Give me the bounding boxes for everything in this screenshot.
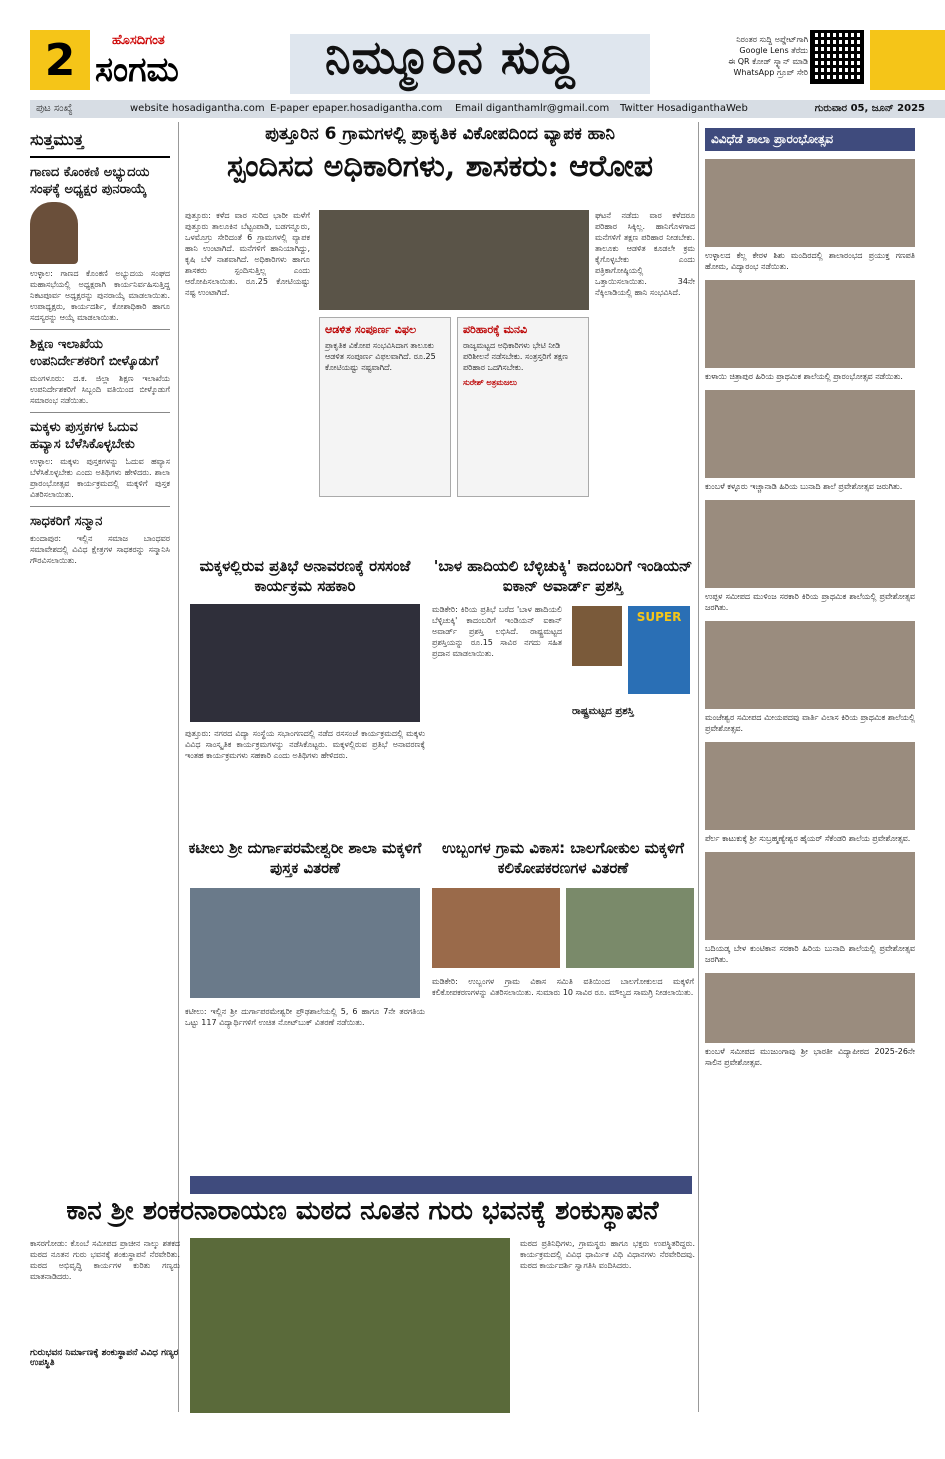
press-meet-photo xyxy=(319,210,589,310)
photo-caption: ಬದಿಯಡ್ಕ ಬೇಳ ಕುಂಟಿಕಾನ ಸರಕಾರಿ ಹಿರಿಯ ಬುನಾದಿ ಶಾಲೆಯಲ್ಲಿ ಪ್ರವೇಶೋತ್ಸವ ಜರಗಿತು. xyxy=(705,944,915,964)
portrait-photo xyxy=(30,202,78,264)
quote-author: ಸುರೇಶ್ ಅತ್ರಮಜಲು xyxy=(463,378,517,387)
photo-caption: ಕುಳಾಯಿ ಚಿತ್ರಾಪುರ ಹಿರಿಯ ಪ್ರಾಥಮಿಕ ಶಾಲೆಯಲ್ಲಿ ಪ್ರಾರಂಭೋತ್ಸವ ನಡೆಯಿತು. xyxy=(705,372,903,381)
divider xyxy=(30,412,170,413)
column-rule xyxy=(698,122,699,1412)
qr-instructions xyxy=(700,34,808,78)
story-body: ಕಾಸರಗೋಡು: ಕೊಂಬೆ ಸಮೀಪದ ಪ್ರಾಚೀನ ನಾಲ್ಕು ಶತಕದ ಮಠದ ನೂತನ ಗುರು ಭವನಕ್ಕೆ ಶಂಕುಸ್ಥಾಪನೆ ನೆರವೇರಿತು. ಮಠದ ಅಭಿವೃದ್ಧಿ ಕಾರ್ಯಗಳ ಕುರಿತು ಗಣ್ಯರು ಮಾತನಾಡಿದರು. xyxy=(30,1239,180,1281)
ubbangala-story xyxy=(432,838,694,1168)
school-photo xyxy=(705,500,915,588)
article-body: ಉಳ್ಳಾಲ: ಗಾಣದ ಕೊಂಕಣಿ ಅಭ್ಯುದಯ ಸಂಘದ ಮಹಾಸಭೆಯಲ್ಲಿ ಅಧ್ಯಕ್ಷರಾಗಿ ಕಾರ್ಯನಿರ್ವಹಿಸುತ್ತಿದ್ದ ನಿಕಟಪೂರ್ವ ಅಧ್ಯಕ್ಷರನ್ನು ಪುನರಾಯ್ಕೆ ಮಾಡಲಾಯಿತು. ಉಪಾಧ್ಯಕ್ಷರು, ಕಾರ್ಯದರ್ಶಿ, ಕೋಶಾಧಿಕಾರಿ ಹಾಗೂ ಸದಸ್ಯರನ್ನು ಆಯ್ಕೆ ಮಾಡಲಾಯಿತು. xyxy=(30,269,170,322)
quote-body: ಪ್ರಾಕೃತಿಕ ವಿಕೋಪ ಸಂಭವಿಸಿದಾಗ ತಾಲೂಕು ಆಡಳಿತ ಸಂಪೂರ್ಣ ವಿಫಲವಾಗಿದೆ. ರೂ.25 ಕೋಟಿಯಷ್ಟು ನಷ್ಟವಾಗಿದೆ. xyxy=(325,341,436,372)
masthead xyxy=(0,0,945,100)
quote-title: ಪರಿಹಾರಕ್ಕೆ ಮನವಿ xyxy=(463,323,528,336)
article-headline: ಗಾಣದ ಕೊಂಕಣಿ ಅಭ್ಯುದಯ ಸಂಘಕ್ಕೆ ಅಧ್ಯಕ್ಷರ ಪುನರಾಯ್ಕೆ xyxy=(30,165,150,197)
twitter-link[interactable]: Twitter HosadiganthaWeb xyxy=(620,103,748,114)
event-photo xyxy=(566,888,694,968)
school-photo xyxy=(705,742,915,830)
photo-caption: ಉಳ್ಳಾಲದ ಕೆಲ್ಲ ಕೇರಳ ಶಿಶು ಮಂದಿರದಲ್ಲಿ ಶಾಲಾರಂಭದ ಪ್ರಯುಕ್ತ ಗಣಪತಿ ಹೋಮ, ವಿದ್ಯಾರಂಭ ನಡೆಯಿತು. xyxy=(705,251,915,271)
author-photo xyxy=(572,606,622,666)
story-kicker: ಪುತ್ತೂರಿನ 6 ಗ್ರಾಮಗಳಲ್ಲಿ ಪ್ರಾಕೃತಿಕ ವಿಕೋಪದಿಂದ ವ್ಯಾಪಕ ಹಾನಿ xyxy=(265,124,615,144)
page-title: ನಿಮ್ಮೂರಿನ ಸುದ್ದಿ xyxy=(325,30,576,84)
section-banner: ವಿವಿಧೆಡೆ ಶಾಲಾ ಪ್ರಾರಂಭೋತ್ಸವ xyxy=(705,128,915,151)
shanku-story xyxy=(30,1238,695,1428)
story-body: ಘಟನೆ ನಡೆದು ವಾರ ಕಳೆದರೂ ಪರಿಹಾರ ಸಿಕ್ಕಿಲ್ಲ. ಹಾನಿಗೊಳಗಾದ ಮನೆಗಳಿಗೆ ತಕ್ಷಣ ಪರಿಹಾರ ನೀಡಬೇಕು. ತಾಲೂಕು ಆಡಳಿತ ಕೂಡಲೇ ಕ್ರಮ ಕೈಗೊಳ್ಳಬೇಕು ಎಂದು ಪತ್ರಿಕಾಗೋಷ್ಠಿಯಲ್ಲಿ ಒತ್ತಾಯಿಸಲಾಯಿತು. 34ನೇ ನೆಕ್ಕಿಲಾಡಿಯಲ್ಲಿ ಹಾನಿ ಸಂಭವಿಸಿದೆ. xyxy=(595,211,695,297)
section-banner xyxy=(190,1176,692,1194)
event-photo xyxy=(190,604,420,722)
kateel-story xyxy=(185,838,425,1168)
school-photo xyxy=(705,159,915,247)
brand-name: ಸಂಗಮ xyxy=(95,50,179,90)
photo-caption: ಕುಂಬಳೆ ಕಳ್ಳೂರು ಇಚ್ಚಾನಾಡಿ ಹಿರಿಯ ಬುನಾದಿ ಶಾಲೆ ಪ್ರವೇಶೋತ್ಸವ ಜರುಗಿತು. xyxy=(705,482,903,491)
story-body: ಮಡಿಕೇರಿ: ಉಬ್ಬಂಗಳ ಗ್ರಾಮ ವಿಕಾಸ ಸಮಿತಿ ವತಿಯಿಂದ ಬಾಲಗೋಕುಲದ ಮಕ್ಕಳಿಗೆ ಕಲಿಕೋಪಕರಣಗಳನ್ನು ವಿತರಿಸಲಾಯಿತು. ಸುಮಾರು 10 ಸಾವಿರ ರೂ. ಮೌಲ್ಯದ ಸಾಮಗ್ರಿ ನೀಡಲಾಯಿತು. xyxy=(432,977,694,997)
story-headline: ಸ್ಪಂದಿಸದ ಅಧಿಕಾರಿಗಳು, ಶಾಸಕರು: ಆರೋಪ xyxy=(227,149,653,184)
event-photo xyxy=(432,888,560,968)
award-story xyxy=(432,556,694,826)
story-body: ಮಠದ ಪ್ರತಿನಿಧಿಗಳು, ಗ್ರಾಮಸ್ಥರು ಹಾಗೂ ಭಕ್ತರು ಉಪಸ್ಥಿತರಿದ್ದರು. ಕಾರ್ಯಕ್ರಮದಲ್ಲಿ ವಿವಿಧ ಧಾರ್ಮಿಕ ವಿಧಿ ವಿಧಾನಗಳು ನೆರವೇರಿದವು. ಮಠದ ಕಾರ್ಯದರ್ಶಿ ಸ್ವಾಗತಿಸಿ ವಂದಿಸಿದರು. xyxy=(520,1239,695,1270)
issue-date: ಗುರುವಾರ 05, ಜೂನ್ 2025 xyxy=(814,103,925,114)
story-body: ಪುತ್ತೂರು: ಕಳೆದ ವಾರ ಸುರಿದ ಭಾರೀ ಮಳೆಗೆ ಪುತ್ತೂರು ತಾಲೂಕಿನ ಬೆಟ್ಟಂಪಾಡಿ, ಬಡಗನ್ನೂರು, ಒಳಮೊಗ್ರು ಸೇರಿದಂತೆ 6 ಗ್ರಾಮಗಳಲ್ಲಿ ವ್ಯಾಪಕ ಹಾನಿ ಉಂಟಾಗಿದೆ. ಮನೆಗಳಿಗೆ ಹಾನಿಯಾಗಿದ್ದು, ಕೃಷಿ ಬೆಳೆ ನಾಶವಾಗಿದೆ. ಅಧಿಕಾರಿಗಳು ಹಾಗೂ ಶಾಸಕರು ಸ್ಪಂದಿಸುತ್ತಿಲ್ಲ ಎಂದು ಆರೋಪಿಸಲಾಯಿತು. ರೂ.25 ಕೋಟಿಯಷ್ಟು ನಷ್ಟ ಉಂಟಾಗಿದೆ. xyxy=(185,211,310,297)
ceremony-photo xyxy=(190,1238,510,1413)
divider xyxy=(30,506,170,507)
edition-label: ಪುಟ ಸಂಖ್ಯೆ xyxy=(36,103,73,114)
right-column xyxy=(705,128,915,1428)
epaper-link[interactable]: E-paper epaper.hosadigantha.com xyxy=(270,103,443,114)
article-body: ಉಳ್ಳಾಲ: ಮಕ್ಕಳು ಪುಸ್ತಕಗಳನ್ನು ಓದುವ ಹವ್ಯಾಸ ಬೆಳೆಸಿಕೊಳ್ಳಬೇಕು ಎಂದು ಅತಿಥಿಗಳು ಹೇಳಿದರು. ಶಾಲಾ ಪ್ರಾರಂಭೋತ್ಸವ ಕಾರ್ಯಕ್ರಮದಲ್ಲಿ ಮಕ್ಕಳಿಗೆ ಪುಸ್ತಕ ವಿತರಿಸಲಾಯಿತು. xyxy=(30,457,170,499)
rasasanje-story xyxy=(185,556,425,826)
book-cover: SUPER xyxy=(628,606,690,694)
qr-line: Google Lens ತೆರೆದು xyxy=(739,46,808,55)
photo-caption: ಪೆರ್ಲ ಕಾಟುಕುಕ್ಕೆ ಶ್ರೀ ಸುಬ್ರಹ್ಮಣ್ಯೇಶ್ವರ ಹೈಯರ್ ಸೆಕೆಂಡರಿ ಶಾಲೆಯ ಪ್ರವೇಶೋತ್ಸವ. xyxy=(705,834,911,843)
students-photo xyxy=(190,888,420,998)
story-subhead: ಗುರುಭವನ ನಿರ್ಮಾಣಕ್ಕೆ ಶಂಕುಸ್ಥಾಪನೆ ವಿವಿಧ ಗಣ್ಯರ ಉಪಸ್ಥಿತಿ xyxy=(30,1348,179,1368)
story-headline: ಉಬ್ಬಂಗಳ ಗ್ರಾಮ ವಿಕಾಸ: ಬಾಲಗೋಕುಲ ಮಕ್ಕಳಿಗೆ ಕಲಿಕೋಪಕರಣಗಳ ವಿತರಣೆ xyxy=(441,839,684,877)
school-photo xyxy=(705,390,915,478)
email-link[interactable]: Email diganthamlr@gmail.com xyxy=(455,103,610,114)
article-body: ಮಂಗಳೂರು: ದ.ಕ. ಜಿಲ್ಲಾ ಶಿಕ್ಷಣ ಇಲಾಖೆಯ ಉಪನಿರ್ದೇಶಕರಿಗೆ ಸಿಬ್ಬಂದಿ ವತಿಯಿಂದ ಬೀಳ್ಕೊಡುಗೆ ಸಮಾರಂಭ ನಡೆಯಿತು. xyxy=(30,374,170,405)
story-body: ಪುತ್ತೂರು: ನಗರದ ವಿದ್ಯಾ ಸಂಸ್ಥೆಯ ಸಭಾಂಗಣದಲ್ಲಿ ನಡೆದ ರಸಸಂಜೆ ಕಾರ್ಯಕ್ರಮದಲ್ಲಿ ಮಕ್ಕಳು ವಿವಿಧ ಸಾಂಸ್ಕೃತಿಕ ಕಾರ್ಯಕ್ರಮಗಳನ್ನು ನಡೆಸಿಕೊಟ್ಟರು. ಮಕ್ಕಳಲ್ಲಿರುವ ಪ್ರತಿಭೆ ಅನಾವರಣಕ್ಕೆ ಇಂತಹ ಕಾರ್ಯಕ್ರಮಗಳು ಸಹಕಾರಿ ಎಂದು ಅತಿಥಿಗಳು ಹೇಳಿದರು. xyxy=(185,729,425,760)
qr-line: ಈ QR ಕೋಡ್ ಸ್ಕ್ಯಾನ್ ಮಾಡಿ xyxy=(728,57,808,66)
school-photo xyxy=(705,280,915,368)
quote-title: ಆಡಳಿತ ಸಂಪೂರ್ಣ ವಿಫಲ xyxy=(325,323,417,336)
quote-box xyxy=(319,317,451,497)
brand-small: ಹೊಸದಿಗಂತ xyxy=(112,33,165,48)
quote-box xyxy=(457,317,589,497)
qr-code-icon[interactable] xyxy=(810,30,864,84)
story-body: ಮಡಿಕೇರಿ: ಕಿರಿಯ ಪ್ರತಿಭೆ ಬರೆದ 'ಬಾಳ ಹಾದಿಯಲಿ ಬೆಳ್ಳಿಚುಕ್ಕಿ' ಕಾದಂಬರಿಗೆ ಇಂಡಿಯನ್ ಐಕಾನ್ ಅವಾರ್ಡ್ ಪ್ರಶಸ್ತಿ ಲಭಿಸಿದೆ. ರಾಷ್ಟ್ರಮಟ್ಟದ ಪ್ರಶಸ್ತಿಯನ್ನು ರೂ.15 ಸಾವಿರ ನಗದು ಸಹಿತ ಪ್ರದಾನ ಮಾಡಲಾಯಿತು. xyxy=(432,605,562,658)
article-headline: ಮಕ್ಕಳು ಪುಸ್ತಕಗಳ ಓದುವ ಹವ್ಯಾಸ ಬೆಳೆಸಿಕೊಳ್ಳಬೇಕು xyxy=(30,420,138,452)
story-headline: ಕಾನ ಶ್ರೀ ಶಂಕರನಾರಾಯಣ ಮಠದ ನೂತನ ಗುರು ಭವನಕ್ಕೆ ಶಂಕುಸ್ಥಾಪನೆ xyxy=(66,1196,659,1226)
school-photo xyxy=(705,973,915,1043)
award-subhead: ರಾಷ್ಟ್ರಮಟ್ಟದ ಪ್ರಶಸ್ತಿ xyxy=(572,706,634,717)
school-photo xyxy=(705,852,915,940)
divider xyxy=(30,329,170,330)
article-body: ಕುಂದಾಪುರ: ಇಲ್ಲಿನ ಸಮಾಜ ಬಾಂಧವರ ಸಮಾವೇಶದಲ್ಲಿ ವಿವಿಧ ಕ್ಷೇತ್ರಗಳ ಸಾಧಕರನ್ನು ಸನ್ಮಾನಿಸಿ ಗೌರವಿಸಲಾಯಿತು. xyxy=(30,534,170,565)
story-body: ಕಟೀಲು: ಇಲ್ಲಿನ ಶ್ರೀ ದುರ್ಗಾಪರಮೇಶ್ವರೀ ಪ್ರೌಢಶಾಲೆಯಲ್ಲಿ 5, 6 ಹಾಗೂ 7ನೇ ತರಗತಿಯ ಒಟ್ಟು 117 ವಿದ್ಯಾರ್ಥಿಗಳಿಗೆ ಉಚಿತ ನೋಟ್‌ಬುಕ್ ವಿತರಣೆ ನಡೆಯಿತು. xyxy=(185,1007,425,1027)
photo-caption: ಕುಂಬಳೆ ಸಮೀಪದ ಮುಜುಂಗಾವು ಶ್ರೀ ಭಾರತೀ ವಿದ್ಯಾಪೀಠದ 2025-26ನೇ ಸಾಲಿನ ಪ್ರವೇಶೋತ್ಸವ. xyxy=(705,1047,915,1067)
story-headline: ಕಟೀಲು ಶ್ರೀ ದುರ್ಗಾಪರಮೇಶ್ವರೀ ಶಾಲಾ ಮಕ್ಕಳಿಗೆ ಪುಸ್ತಕ ವಿತರಣೆ xyxy=(188,839,422,877)
website-link[interactable]: website hosadigantha.com xyxy=(130,103,265,114)
qr-line: WhatsApp ಗ್ರೂಪ್ ಸೇರಿ xyxy=(733,68,808,77)
column-title: ಸುತ್ತಮುತ್ತ xyxy=(30,122,170,158)
photo-caption: ಉಪ್ಪಳ ಸಮೀಪದ ಮುಳಿಂಜ ಸರಕಾರಿ ಕಿರಿಯ ಪ್ರಾಥಮಿಕ ಶಾಲೆಯಲ್ಲಿ ಪ್ರವೇಶೋತ್ಸವ ಜರಗಿತು. xyxy=(705,592,915,612)
accent-strip xyxy=(870,30,945,90)
story-headline: ಮಕ್ಕಳಲ್ಲಿರುವ ಪ್ರತಿಭೆ ಅನಾವರಣಕ್ಕೆ ರಸಸಂಜೆ ಕಾರ್ಯಕ್ರಮ ಸಹಕಾರಿ xyxy=(199,557,411,595)
info-bar xyxy=(30,100,945,118)
story-headline: 'ಬಾಳ ಹಾದಿಯಲಿ ಬೆಳ್ಳಿಚುಕ್ಕಿ' ಕಾದಂಬರಿಗೆ ಇಂಡಿಯನ್ ಐಕಾನ್ ಅವಾರ್ಡ್ ಪ್ರಶಸ್ತಿ xyxy=(433,557,693,595)
page-number: 2 xyxy=(30,30,90,90)
school-photo xyxy=(705,621,915,709)
qr-line: ನಿರಂತರ ಸುದ್ದಿ ಅಪ್ಡೇಟ್‌ಗಾಗಿ xyxy=(736,35,808,44)
article-headline: ಸಾಧಕರಿಗೆ ಸನ್ಮಾನ xyxy=(30,514,103,529)
quote-body: ರಾಜ್ಯಮಟ್ಟದ ಅಧಿಕಾರಿಗಳು ಭೇಟಿ ನೀಡಿ ಪರಿಶೀಲನೆ ನಡೆಸಬೇಕು. ಸಂತ್ರಸ್ತರಿಗೆ ತಕ್ಷಣ ಪರಿಹಾರ ಒದಗಿಸಬೇಕು. xyxy=(463,341,568,372)
photo-caption: ಮಂಜೇಶ್ವರ ಸಮೀಪದ ಮೀಯಪದವು ವಾರ್ತಿ ವಿಲಾಸ ಕಿರಿಯ ಪ್ರಾಥಮಿಕ ಶಾಲೆಯಲ್ಲಿ ಪ್ರವೇಶೋತ್ಸವ. xyxy=(705,713,915,733)
top-story xyxy=(185,122,695,540)
article-headline: ಶಿಕ್ಷಣ ಇಲಾಖೆಯ ಉಪನಿರ್ದೇಶಕರಿಗೆ ಬೀಳ್ಕೊಡುಗೆ xyxy=(30,337,159,369)
